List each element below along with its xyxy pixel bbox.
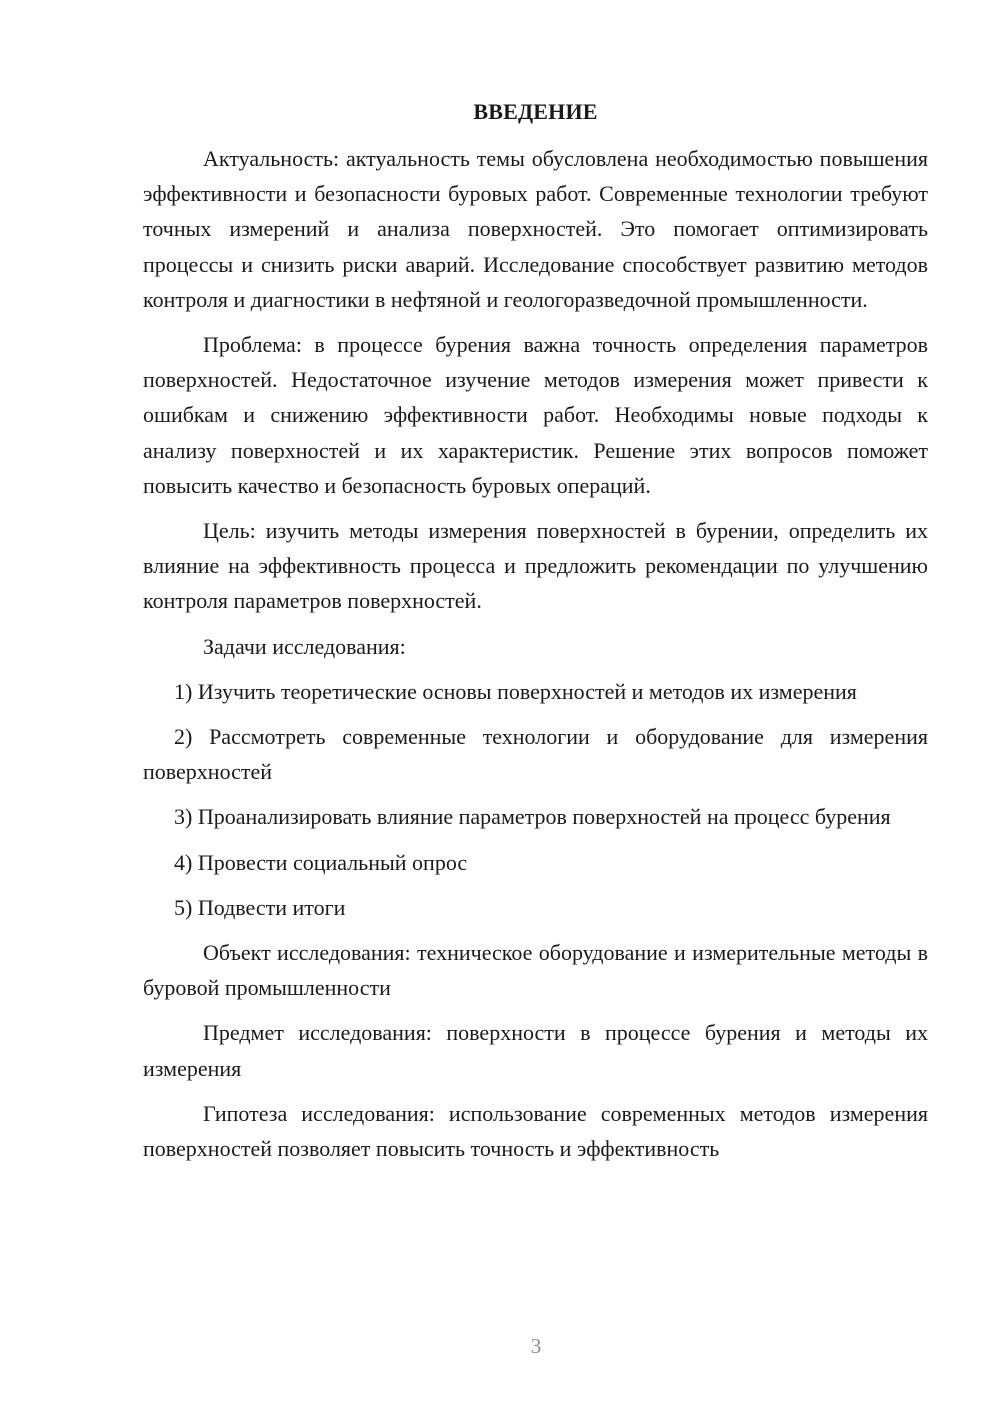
tasks-heading: Задачи исследования: <box>203 633 406 659</box>
task-item-3: 3) Проанализировать влияние параметров поверхностей на процесс бурения <box>174 804 891 830</box>
page-content <box>143 97 928 1176</box>
task-item-1: 1) Изучить теоретические основы поверхностей и методов их измерения <box>174 678 857 704</box>
paragraph-object: Объект исследования: техническое оборудование и измерительные методы в буровой промышленности <box>143 940 928 1001</box>
paragraph-goal: Цель: изучить методы измерения поверхностей в бурении, определить их влияние на эффективность процесса и предложить рекомендации по улучшению контроля параметров поверхностей. <box>143 518 928 614</box>
paragraph-relevance: Актуальность: актуальность темы обусловлена необходимостью повышения эффективности и безопасности буровых работ. Современные технологии требуют точных измерений и анализа поверхностей. Это помогает оптимизировать процессы и снизить риски аварий. Исследование способствует развитию методов контроля и диагностики в нефтяной и геологоразведочной промышленности. <box>143 146 928 312</box>
task-item-4: 4) Провести социальный опрос <box>174 849 468 875</box>
task-item-2: 2) Рассмотреть современные технологии и оборудование для измерения поверхностей <box>143 724 928 785</box>
paragraph-problem: Проблема: в процессе бурения важна точность определения параметров поверхностей. Недостаточное изучение методов измерения может привести к ошибкам и снижению эффективности работ. Необходимы новые подходы к анализу поверхностей и их характеристик. Решение этих вопросов поможет повысить качество и безопасность буровых операций. <box>143 332 928 498</box>
task-item-5: 5) Подвести итоги <box>174 894 346 920</box>
page-number: 3 <box>530 1334 542 1358</box>
page-title: ВВЕДЕНИЕ <box>473 99 598 124</box>
paragraph-subject: Предмет исследования: поверхности в процессе бурения и методы их измерения <box>143 1020 928 1081</box>
paragraph-hypothesis: Гипотеза исследования: использование современных методов измерения поверхностей позволяет повысить точность и эффективность <box>143 1100 928 1162</box>
